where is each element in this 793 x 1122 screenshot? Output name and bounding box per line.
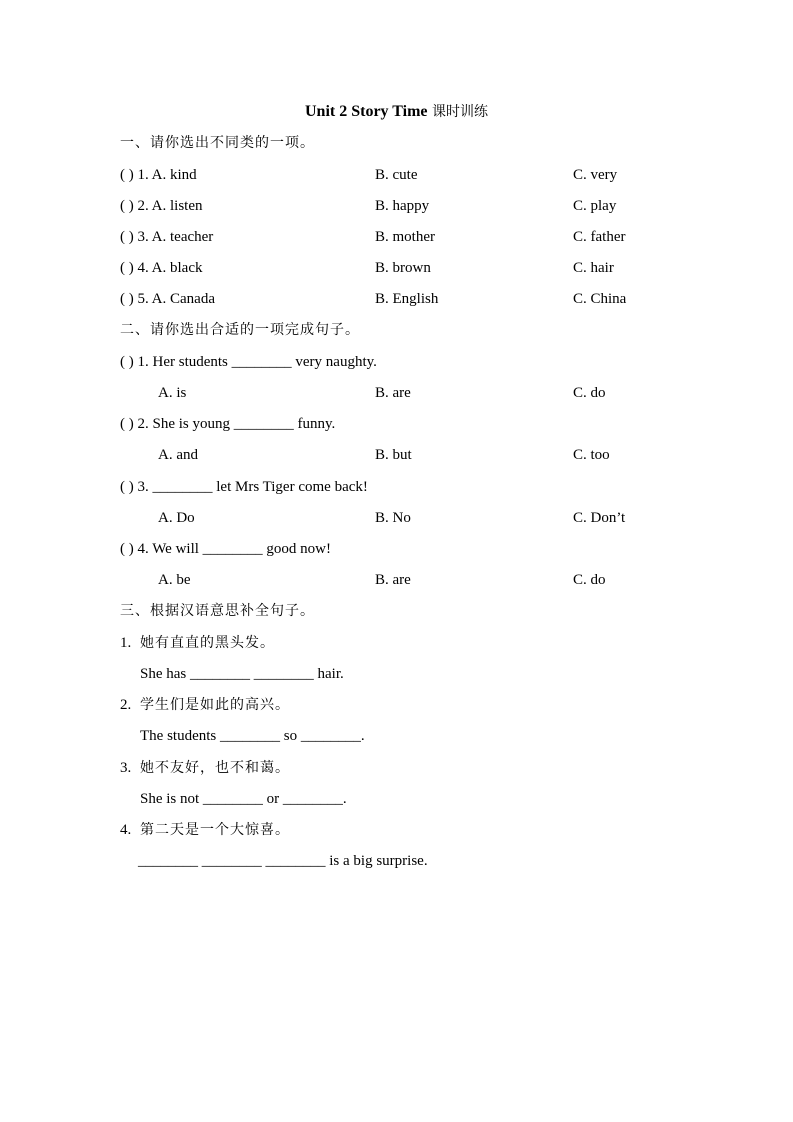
option-a: A. be [158, 572, 191, 588]
option-c: C. too [573, 447, 610, 463]
option-c: C. play [573, 198, 617, 214]
section1-question-4 [0, 258, 793, 278]
section3-english-2: The students ________ so ________. [140, 728, 365, 744]
option-c: C. very [573, 167, 618, 183]
option-c: C. Don’t [573, 510, 626, 526]
option-a: A. and [158, 447, 198, 463]
section2-heading: 二、请你选出合适的一项完成句子。 [120, 322, 360, 338]
section3-number-4: 4. [120, 822, 132, 838]
option-b: B. are [375, 572, 411, 588]
section2-question-3 [0, 477, 793, 497]
option-c: C. China [573, 291, 627, 307]
section1-question-3 [0, 227, 793, 247]
option-b: B. brown [375, 260, 431, 276]
option-b: B. but [375, 447, 412, 463]
section1-question-5 [0, 289, 793, 309]
section3-chinese-4: 第二天是一个大惊喜。 [140, 822, 290, 838]
option-c: C. father [573, 229, 626, 245]
option-b: B. cute [375, 167, 418, 183]
page-title [0, 102, 793, 122]
section3-number-2: 2. [120, 697, 132, 713]
section3-english-1: She has ________ ________ hair. [140, 666, 344, 682]
section2-options-4 [0, 570, 793, 590]
section3-english-3: She is not ________ or ________. [140, 791, 347, 807]
option-a: A. is [158, 385, 187, 401]
option-b: B. mother [375, 229, 435, 245]
question-stem: ( ) 1. A. kind [120, 167, 197, 183]
option-b: B. happy [375, 198, 430, 214]
title-english: Unit 2 Story Time [305, 103, 428, 120]
section1-question-2 [0, 196, 793, 216]
option-a: A. Do [158, 510, 195, 526]
section2-options-3 [0, 508, 793, 528]
section1-heading: 一、请你选出不同类的一项。 [120, 135, 315, 151]
section3-chinese-3: 她不友好，也不和蔼。 [140, 760, 290, 776]
option-c: C. hair [573, 260, 614, 276]
option-c: C. do [573, 572, 606, 588]
section3-english-4: ________ ________ ________ is a big surprise. [138, 853, 428, 869]
question-stem: ( ) 1. Her students ________ very naughty. [120, 354, 377, 370]
option-c: C. do [573, 385, 606, 401]
section3-chinese-1: 她有直直的黑头发。 [140, 635, 275, 651]
section2-question-4 [0, 539, 793, 559]
option-b: B. English [375, 291, 439, 307]
question-stem: ( ) 4. We will ________ good now! [120, 541, 331, 557]
question-stem: ( ) 5. A. Canada [120, 291, 215, 307]
section1-question-1 [0, 165, 793, 185]
question-stem: ( ) 4. A. black [120, 260, 203, 276]
section3-chinese-2: 学生们是如此的高兴。 [140, 697, 290, 713]
question-stem: ( ) 3. ________ let Mrs Tiger come back! [120, 479, 368, 495]
option-b: B. are [375, 385, 411, 401]
title-chinese: 课时训练 [427, 104, 488, 120]
section2-question-1 [0, 352, 793, 372]
section3-number-1: 1. [120, 635, 132, 651]
section2-question-2 [0, 414, 793, 434]
section2-options-2 [0, 445, 793, 465]
option-b: B. No [375, 510, 411, 526]
question-stem: ( ) 2. A. listen [120, 198, 203, 214]
question-stem: ( ) 3. A. teacher [120, 229, 214, 245]
section3-number-3: 3. [120, 760, 132, 776]
section2-options-1 [0, 383, 793, 403]
section3-heading: 三、根据汉语意思补全句子。 [120, 603, 315, 619]
question-stem: ( ) 2. She is young ________ funny. [120, 416, 336, 432]
